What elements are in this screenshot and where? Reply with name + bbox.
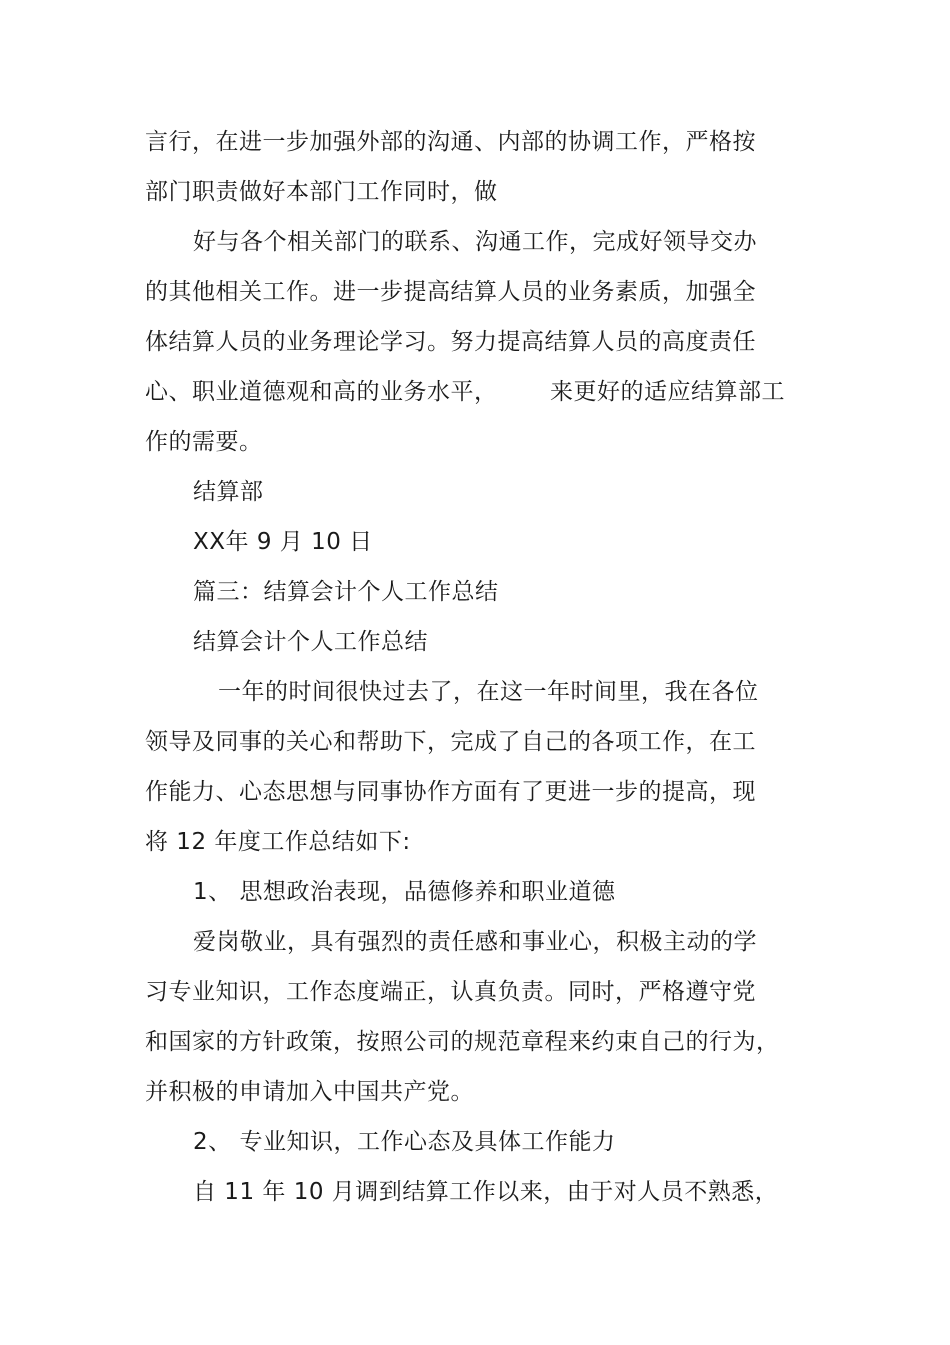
paragraph-line: 好与各个相关部门的联系、沟通工作，完成好领导交办: [193, 229, 757, 255]
paragraph-line: 作的需要。: [145, 429, 263, 455]
paragraph-line: 的其他相关工作。进一步提高结算人员的业务素质，加强全: [145, 279, 756, 305]
paragraph-line: 体结算人员的业务理论学习。努力提高结算人员的高度责任: [145, 329, 756, 355]
paragraph-line: 自 11 年 10 月调到结算工作以来，由于对人员不熟悉，: [193, 1179, 779, 1205]
document-title: 结算会计个人工作总结: [193, 629, 428, 655]
paragraph-line: 来更好的适应结算部工: [550, 379, 785, 405]
paragraph-line: 心、职业道德观和高的业务水平，: [145, 379, 498, 405]
numbered-heading: 2、 专业知识，工作心态及具体工作能力: [193, 1129, 616, 1155]
paragraph-line: 部门职责做好本部门工作同时，做: [145, 179, 498, 205]
paragraph-line: 和国家的方针政策，按照公司的规范章程来约束自己的行为，: [145, 1029, 780, 1055]
paragraph-line: 习专业知识，工作态度端正，认真负责。同时，严格遵守党: [145, 979, 756, 1005]
section-title: 篇三：结算会计个人工作总结: [193, 579, 499, 605]
paragraph-line: 并积极的申请加入中国共产党。: [145, 1079, 474, 1105]
paragraph-line: 一年的时间很快过去了，在这一年时间里，我在各位: [218, 679, 759, 705]
paragraph-line: 爱岗敬业，具有强烈的责任感和事业心，积极主动的学: [193, 929, 757, 955]
paragraph-line: 作能力、心态思想与同事协作方面有了更进一步的提高，现: [145, 779, 756, 805]
signature-date: XX年 9 月 10 日: [193, 529, 373, 555]
numbered-heading: 1、 思想政治表现，品德修养和职业道德: [193, 879, 616, 905]
paragraph-line: 言行，在进一步加强外部的沟通、内部的协调工作，严格按: [145, 129, 756, 155]
paragraph-line: 领导及同事的关心和帮助下，完成了自己的各项工作，在工: [145, 729, 756, 755]
paragraph-line: 将 12 年度工作总结如下:: [145, 829, 411, 855]
signature-department: 结算部: [193, 479, 264, 505]
